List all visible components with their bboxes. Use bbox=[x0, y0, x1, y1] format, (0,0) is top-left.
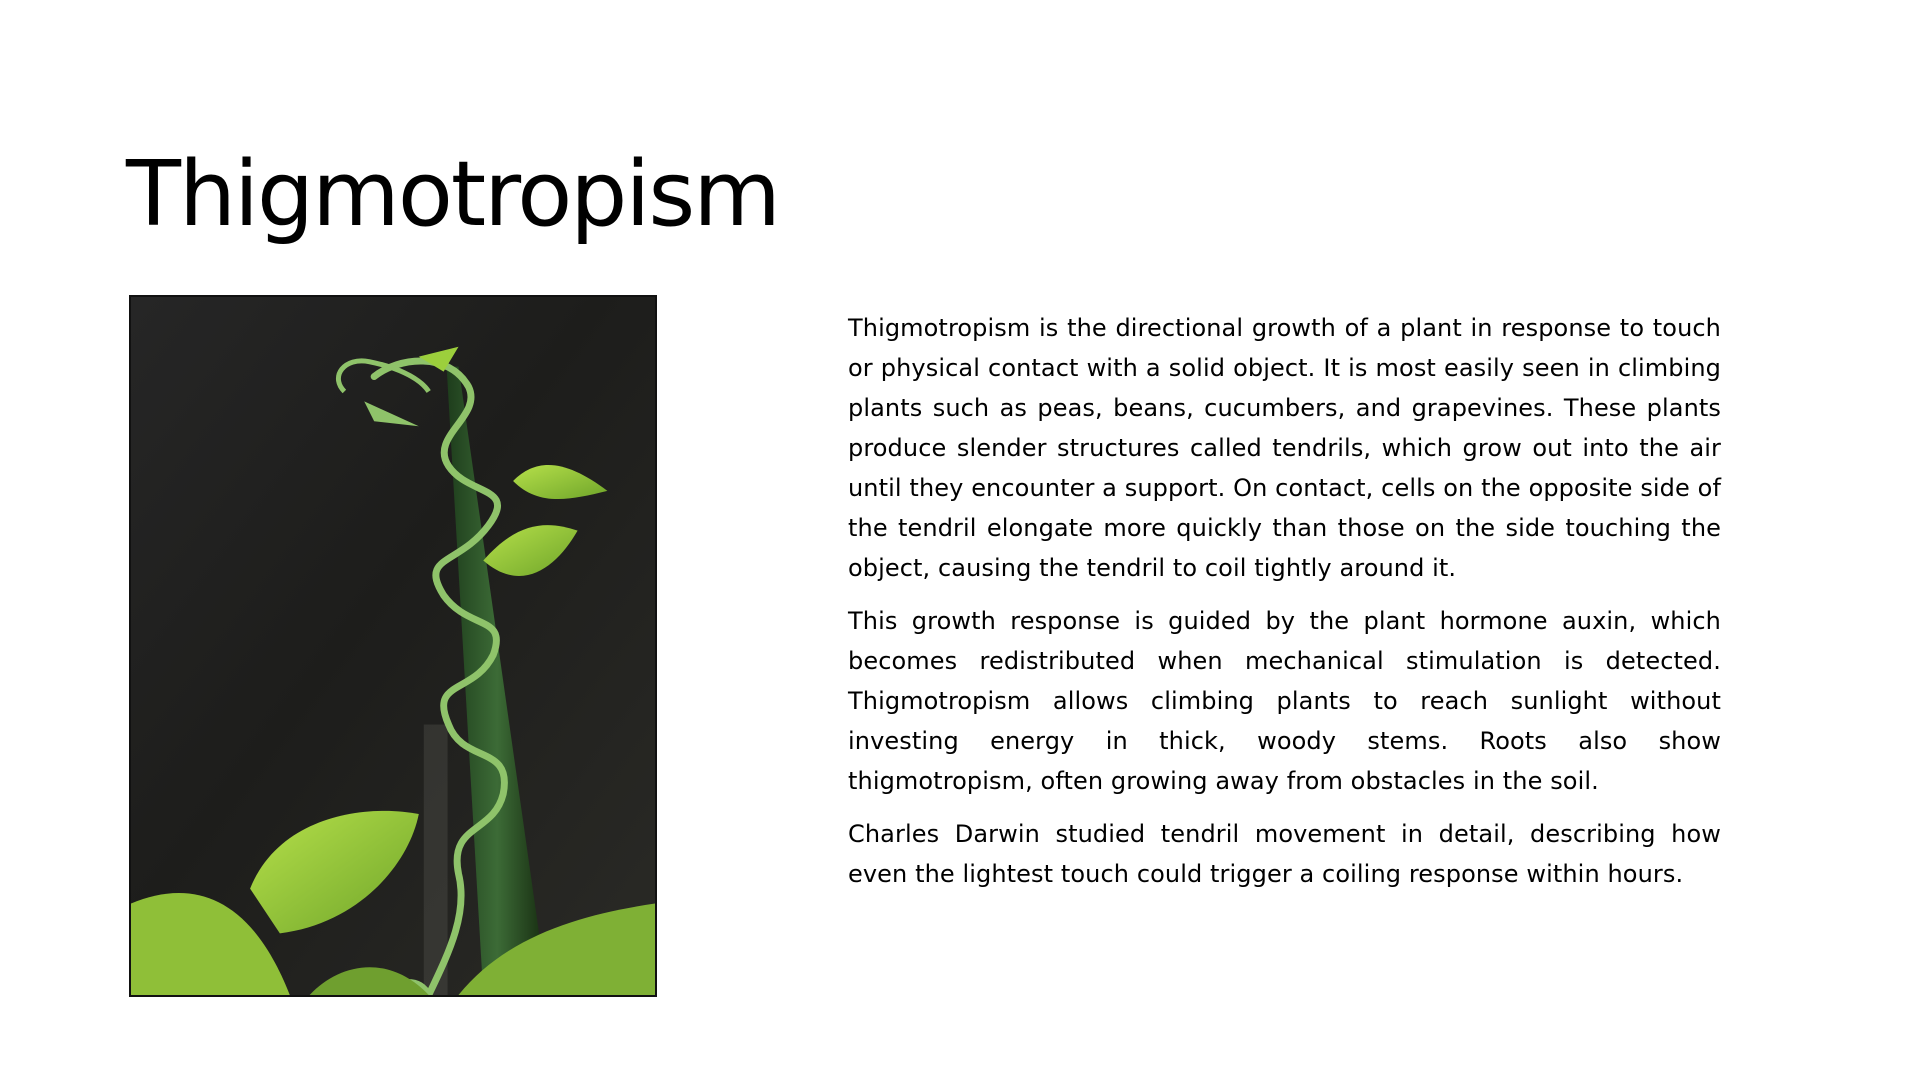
paragraph-1: Thigmotropism is the directional growth of a plant in response to touch or physical contact with a solid object. It is most easily seen in climbing plants such as peas, beans, cucumbers, and grapevines. These plants produce slender structures called tendrils, which grow out into the air until they encounter a support. On contact, cells on the opposite side of the tendril elongate more quickly than those on the side touching the object, causing the tendril to coil tightly around it. bbox=[848, 314, 1721, 582]
plant-photo bbox=[129, 295, 657, 997]
body-text bbox=[848, 308, 1721, 907]
plant-illustration bbox=[131, 297, 655, 995]
paragraph-3: Charles Darwin studied tendril movement in detail, describing how even the lightest touch could trigger a coiling response within hours. bbox=[848, 820, 1721, 888]
paragraph-2: This growth response is guided by the plant hormone auxin, which becomes redistributed when mechanical stimulation is detected. Thigmotropism allows climbing plants to reach sunlight without investing energy in thick, woody stems. Roots also show thigmotropism, often growing away from obstacles in the soil. bbox=[848, 607, 1721, 795]
slide-title: Thigmotropism bbox=[126, 142, 779, 247]
